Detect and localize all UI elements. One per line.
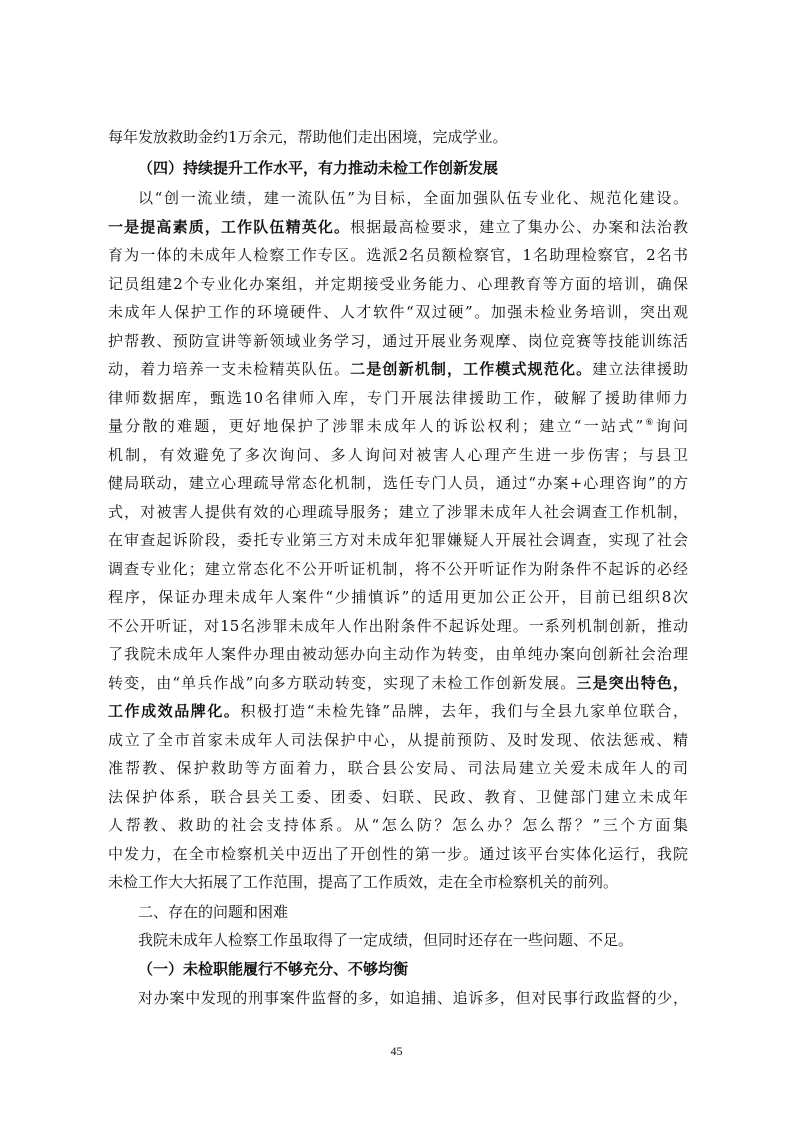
text-segment: 人帮教、救助的社会支持体系。从“怎么防？怎么办？怎么帮？”三个方面集 [108, 816, 688, 834]
text-segment: 在审查起诉阶段，委托专业第三方对未成年犯罪嫌疑人开展社会调查，实现了社会 [108, 531, 688, 549]
page-number: 45 [390, 1044, 403, 1058]
text-segment: 动，着力培养一支未检精英队伍。 [108, 360, 351, 378]
text-line [108, 673, 688, 693]
bold-text: 二是创新机制，工作模式规范化。 [350, 360, 593, 378]
text-segment: 建立法律援助 [592, 360, 688, 378]
text-line [108, 245, 688, 265]
text-line [108, 217, 688, 237]
text-line [138, 959, 688, 979]
text-line [108, 701, 688, 721]
text-segment: 二、存在的问题和困难 [138, 903, 289, 921]
text-line [108, 758, 688, 778]
text-segment: 育为一体的未成年人检察工作专区。选派2名员额检察官，1名助理检察官，2名书 [108, 246, 688, 264]
text-line [108, 388, 688, 408]
text-segment: 未检工作大大拓展了工作范围，提高了工作质效，走在全市检察机关的前列。 [108, 873, 619, 891]
text-segment: 以“创一流业绩，建一流队伍”为目标，全面加强队伍专业化、规范化建设。 [138, 189, 688, 207]
text-segment: 中发力，在全市检察机关中迈出了开创性的第一步。通过该平台实体化运行，我院 [108, 845, 688, 863]
text-line [138, 988, 688, 1008]
text-segment: 了我院未成年人案件办理由被动惩办向主动作为转变，由单纯办案向创新社会治理 [108, 645, 688, 663]
text-segment: 积极打造“未检先锋”品牌，去年，我们与全县九家单位联合， [240, 702, 688, 720]
text-line [108, 587, 688, 607]
text-line [108, 331, 688, 351]
text-line [108, 445, 688, 465]
bold-text: （一）未检职能履行不够充分、不够均衡 [138, 960, 409, 978]
bold-text: 三是突出特色， [576, 674, 688, 692]
text-segment: 询问 [655, 417, 688, 435]
text-line [108, 787, 688, 807]
text-segment: 未成年人保护工作的环境硬件、人才软件“双过硬”。加强未检业务培训，突出观 [108, 303, 688, 321]
text-line [108, 872, 688, 892]
bold-text: 工作成效品牌化。 [108, 702, 241, 720]
text-segment: 式，对被害人提供有效的心理疏导服务；建立了涉罪未成年人社会调查工作机制， [108, 503, 688, 521]
text-line [108, 416, 688, 436]
text-line [108, 302, 688, 322]
text-segment: 我院未成年人检察工作虽取得了一定成绩，但同时还存在一些问题、不足。 [138, 931, 634, 949]
text-segment: 法保护体系，联合县关工委、团委、妇联、民政、教育、卫健部门建立未成年 [108, 788, 688, 806]
text-segment: 健局联动，建立心理疏导常态化机制，选任专门人员，通过“办案+心理咨询”的方 [108, 474, 688, 492]
text-line [138, 902, 688, 922]
text-line [138, 158, 688, 178]
footnote-marker: ⑥ [643, 418, 656, 428]
text-segment: 机制，有效避免了多次询问、多人询问对被害人心理产生进一步伤害；与县卫 [108, 446, 688, 464]
text-line [138, 188, 688, 208]
bold-text: （四）持续提升工作水平，有力推动未检工作创新发展 [138, 159, 499, 177]
text-line [108, 730, 688, 750]
text-segment: 根据最高检要求，建立了集办公、办案和法治教 [350, 218, 688, 236]
text-segment: 对办案中发现的刑事案件监督的多，如追捕、追诉多，但对民事行政监督的少， [138, 989, 688, 1007]
text-segment: 成立了全市首家未成年人司法保护中心，从提前预防、及时发现、依法惩戒、精 [108, 731, 688, 749]
text-line [108, 127, 688, 147]
bold-text: 一是提高素质，工作队伍精英化。 [108, 218, 351, 236]
text-line [108, 359, 688, 379]
text-segment: 律师数据库，甄选10名律师入库，专门开展法律援助工作，破解了援助律师力 [108, 389, 688, 407]
text-line [108, 644, 688, 664]
text-line [108, 844, 688, 864]
text-segment: 不公开听证，对15名涉罪未成年人作出附条件不起诉处理。一系列机制创新，推动 [108, 617, 688, 635]
text-line [108, 274, 688, 294]
text-line [138, 930, 688, 950]
text-segment: 准帮教、保护救助等方面着力，联合县公安局、司法局建立关爱未成年人的司 [108, 759, 688, 777]
text-segment: 量分散的难题，更好地保护了涉罪未成年人的诉讼权利；建立“一站式” [108, 417, 644, 435]
text-line [108, 502, 688, 522]
text-segment: 转变，由“单兵作战”向多方联动转变，实现了未检工作创新发展。 [108, 674, 577, 692]
text-line [108, 530, 688, 550]
text-line [108, 815, 688, 835]
text-line [108, 616, 688, 636]
text-segment: 程序，保证办理未成年人案件“少捕慎诉”的适用更加公正公开，目前已组织8次 [108, 588, 688, 606]
text-line [108, 473, 688, 493]
text-segment: 调查专业化；建立常态化不公开听证机制，将不公开听证作为附条件不起诉的必经 [108, 560, 688, 578]
text-segment: 记员组建2个专业化办案组，并定期接受业务能力、心理教育等方面的培训，确保 [108, 275, 688, 293]
text-segment: 护帮教、预防宣讲等新领域业务学习，通过开展业务观摩、岗位竞赛等技能训练活 [108, 332, 688, 350]
text-segment: 每年发放救助金约1万余元，帮助他们走出困境，完成学业。 [108, 128, 508, 146]
text-line [108, 559, 688, 579]
